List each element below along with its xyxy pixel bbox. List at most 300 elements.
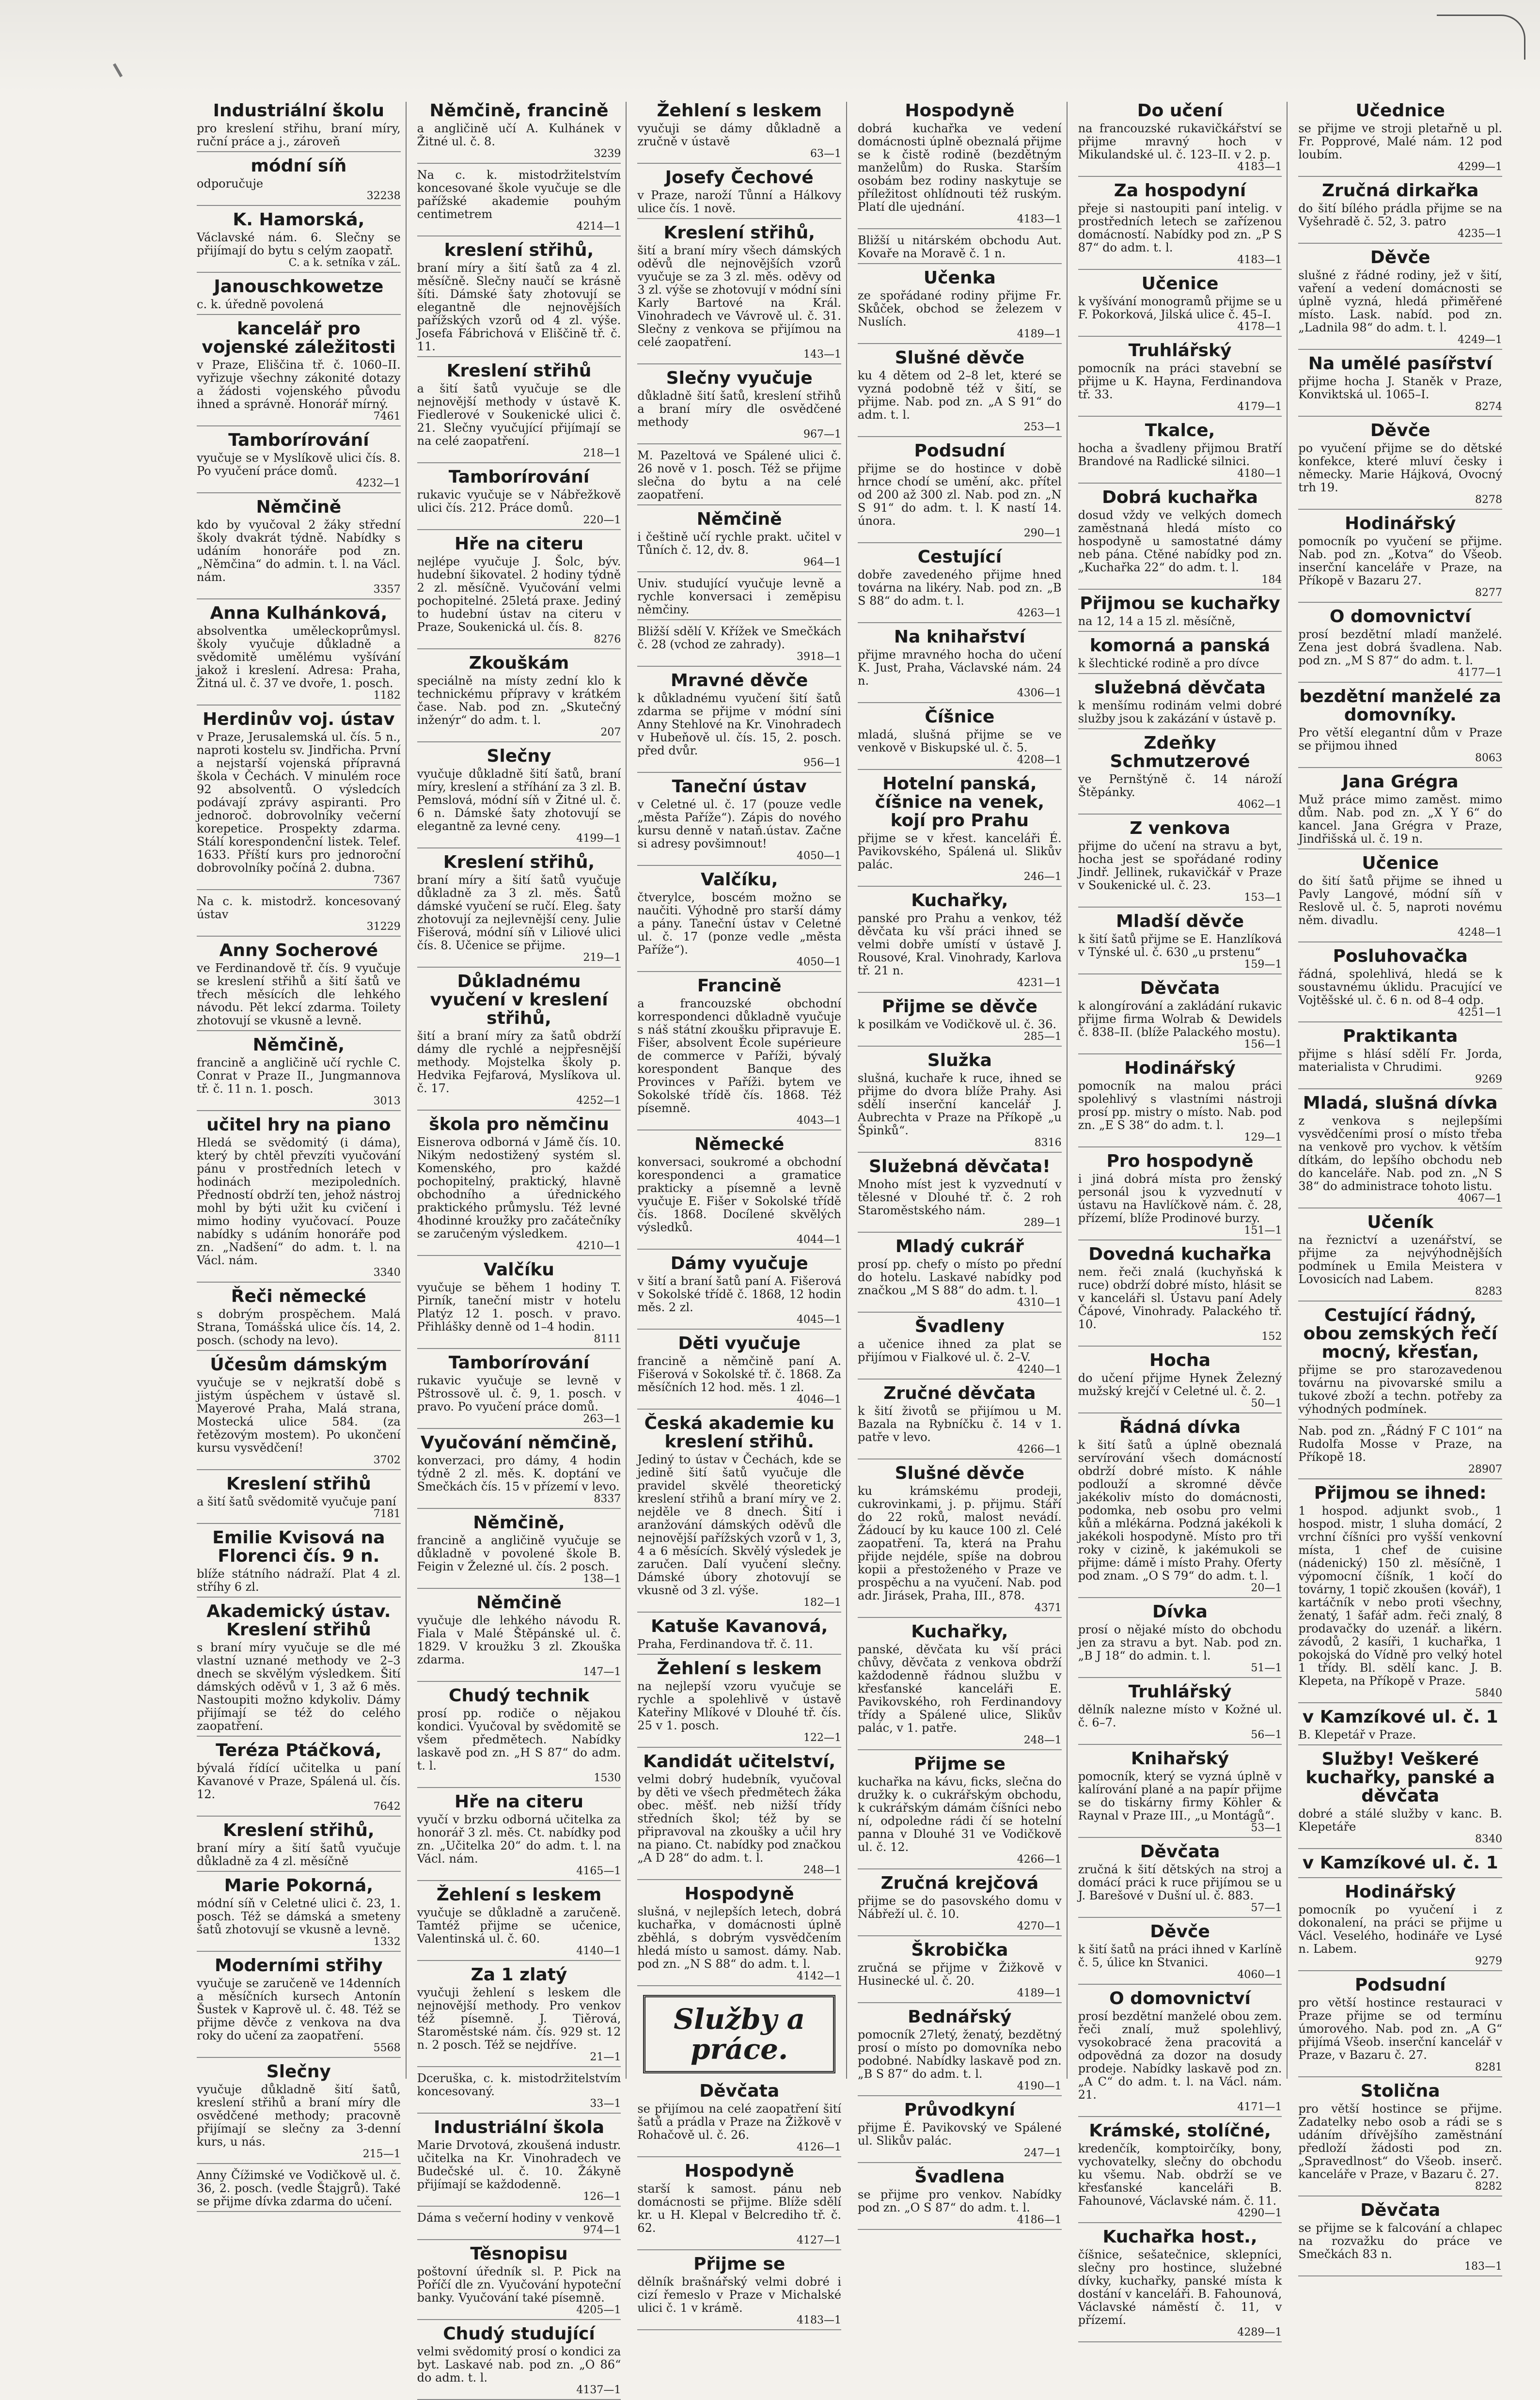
ad-title: Zručná dirkařka xyxy=(1322,181,1479,201)
classified-ad xyxy=(1078,1990,1282,2117)
ad-title: Děvčata xyxy=(699,2081,780,2101)
classified-ad xyxy=(858,1941,1062,2003)
classified-ad xyxy=(197,1116,401,1283)
ad-reference-number: C. a k. setníka v záL. xyxy=(288,257,401,269)
ad-reference-number: 21—1 xyxy=(590,2051,621,2063)
ad-body: Eisnerova odborná v Jámě čís. 10. Nikým nedostižený systém sl. Komenského, pro každé pochopitelný, praktický, hlavně obchodního a úřednického praktického průmyslu. Též levné 4hodinné kroužky pro začátečníky se zaručeným výsledkem. xyxy=(417,1135,621,1240)
classified-ad xyxy=(1298,1094,1502,1208)
ad-title: Učenice xyxy=(1141,274,1219,294)
classified-ad xyxy=(197,320,401,426)
column-3 xyxy=(634,101,847,2326)
ad-body: čtverylce, boscém možno se naučiti. Výhodně pro starší dámy a pány. Taneční ústav v Celetné ul. č. 17 (ponze vedle „města Paříže“). xyxy=(637,891,842,957)
ad-reference-number: 1332 xyxy=(373,1936,401,1948)
ad-title: Švadlena xyxy=(914,2167,1005,2187)
ad-title: Němčině xyxy=(696,509,782,529)
ad-body: Dáma s večerní hodiny v venkově xyxy=(417,2211,614,2225)
ad-body: Dceruška, c. k. mistodržitelstvím koncesovaný. xyxy=(417,2071,621,2098)
classified-ad xyxy=(858,628,1062,703)
ad-body: a francouzské obchodní korrespondenci důkladně vyučuje s náš státní zkoušku připravuje E. Fišer, absolvent École supérieure de commerce v Paříži, bývalý korespondent Banque des Provinces v Paříži. bytem ve Sokolské třídě čís. 1868. Též písemně. xyxy=(637,997,842,1115)
ad-title: Těsnopisu xyxy=(470,2244,568,2264)
ad-title: Kandidát učitelství, xyxy=(643,1752,836,1772)
classified-ad xyxy=(637,102,841,164)
ad-body: vyučuje se zaručeně ve 14denních a měsíčních kursech Antonín Šustek v Kaprově ul. č. 48. Též se přijme děvče z venkova na dva roky do učení za zaopatření. xyxy=(197,1976,401,2042)
ad-title: Účesům dámským xyxy=(210,1355,388,1375)
ad-body: a šití šatů svědomitě vyučuje paní xyxy=(197,1495,396,1508)
ad-title: Žehlení s leskem xyxy=(657,1659,822,1678)
ad-body: vyučuje důkladně šití šatů, braní míry, kreslení a stříhání za 3 zl. B. Pemslová, módní síň v Žitné ul. č. 6 n. Dámské šaty zhotovují se elegantně za levné ceny. xyxy=(417,767,621,833)
classified-ad xyxy=(417,2325,621,2400)
ad-title: K. Hamorská, xyxy=(233,210,365,230)
ad-body: číšnice, sešatečnice, sklepníci, slečny pro hostince, služebné dívky, kuchařky, panské místa k dostání v kanceláři. B. Fahounová, Václavské náměstí č. 11, v přízemí. xyxy=(1078,2248,1282,2327)
ad-title: Hodinářský xyxy=(1344,1882,1456,1902)
ad-title: Hodinářský xyxy=(1124,1058,1236,1078)
ad-reference-number: 4252—1 xyxy=(576,1095,621,1107)
ad-reference-number: 4190—1 xyxy=(1017,2080,1062,2092)
ad-body: nejlépe vyučuje J. Šolc, býv. hudební šikovatel. 2 hodiny týdně 2 zl. měsíčně. Vyučování velmi pochopitelné. 25letá praxe. Jediný to hudební ústav na citeru v Praze, Soukenická ul. čís. 8. xyxy=(417,555,621,634)
classified-ad xyxy=(417,362,621,463)
classified-ad xyxy=(417,853,621,968)
classified-ad xyxy=(1298,422,1502,510)
ad-body: šití a braní míry za šatů obdrží dámy dle rychlé a nejpřesnější methody. Mojstelka školy p. Hedvika Fejfarová, Myslíkova ul. č. 17. xyxy=(417,1029,621,1095)
classified-ad xyxy=(417,1115,621,1256)
ad-title: Tamborírování xyxy=(448,467,590,487)
ad-reference-number: 4177—1 xyxy=(1458,667,1503,679)
ad-body: k důkladnému vyučení šití šatů zdarma se přijme v módní síni Anny Stehlové na Kr. Vinohradech v Hubeňově ul. čís. 15, 2. posch. před dvůr. xyxy=(637,691,842,757)
ad-body: vyučuje se důkladně a zaručeně. Tamtéž přijme se učenice, Valentinská ul. č. 60. xyxy=(417,1906,621,1945)
ad-reference-number: 4137—1 xyxy=(576,2384,621,2396)
ad-title: v Kamzíkové ul. č. 1 xyxy=(1302,1853,1498,1873)
ad-title: Kreslení střihů, xyxy=(223,1820,375,1840)
ad-body: šití a braní míry všech dámských oděvů dle nejnovějších vzorů vyučuje se za 3 zl. měs. oděvy od 3 zl. výše se zhotovují v módní síni Karly Bartové na Král. Vinohradech ve Vávrově ul. č. 31. Slečny z venkova se přijímou na celé zaopatření. xyxy=(637,244,842,349)
ad-body: Bližší sdělí V. Křížek ve Smečkách č. 28 (vchod ze zahrady). xyxy=(637,625,842,651)
ad-reference-number: 4178—1 xyxy=(1237,321,1282,333)
ad-body: dobrá kuchařka ve vedení domácnosti úplně obeznalá přijme se k čistě rodině (bezdětným manželům) do Ruska. Starším osobám bez rodiny naskytuje se příležitost ohlídnouti též ruským. Platí dle ujednání. xyxy=(858,122,1062,214)
ad-reference-number: 4045—1 xyxy=(797,1314,842,1326)
classified-ad xyxy=(858,2008,1062,2096)
ad-body: v Celetné ul. č. 17 (pouze vedle „města Paříže“). Zápis do nového kursu denně v nataň.ústav. Začne si adresy povšimnout! xyxy=(637,798,842,850)
ad-title: Tamborírování xyxy=(448,1353,590,1373)
classified-ad xyxy=(197,1602,401,1737)
ad-reference-number: 184 xyxy=(1261,574,1282,586)
classified-ad xyxy=(197,1821,401,1872)
ad-title: Industriální škola xyxy=(433,2118,605,2137)
ad-title: Knihařský xyxy=(1131,1749,1229,1769)
ad-reference-number: 4183—1 xyxy=(1017,213,1062,225)
ad-title: Slušné děvče xyxy=(895,348,1024,368)
ad-reference-number: 4208—1 xyxy=(1017,754,1062,766)
classified-ad xyxy=(1298,608,1502,683)
ad-reference-number: 5568 xyxy=(373,2042,401,2054)
ad-body: k šití životů se přijímou u M. Bazala na Rybníčku č. 14 v 1. patře v levo. xyxy=(858,1404,1062,1444)
ad-body: mladá, slušná přijme se ve venkově v Biskupské ul. č. 5. xyxy=(858,728,1062,754)
classified-ad xyxy=(417,1434,621,1509)
ad-body: Hledá se svědomitý (i dáma), který by chtěl převzíti vyučování pánu v prostředních letech v hodinách mezipoledních. Předností obdrží ten, jehož nástroj mohl by býti užit ku cvičení i mimo hodiny vyučovací. Pouze nabídky s udáním honoráře pod zn. „Nadšení“ do adm. t. l. na Václ. nám. xyxy=(197,1136,401,1267)
classified-ad xyxy=(197,1877,401,1952)
ad-body: vyučuji se dámy důkladně a zručně v ústavě xyxy=(637,122,842,148)
classified-ad xyxy=(417,241,621,357)
ad-reference-number: 4183—1 xyxy=(797,2314,842,2326)
ad-reference-number: 159—1 xyxy=(1244,958,1282,971)
ad-body: se přijme pro venkov. Nabídky pod zn. „O S 87“ do adm. t. l. xyxy=(858,2188,1062,2214)
ad-title: Jana Grégra xyxy=(1342,772,1459,792)
ad-body: konverzaci, pro dámy, 4 hodin týdně 2 zl. měs. K. doptání ve Smečkách čís. 15 v přízemí v levo. xyxy=(417,1454,621,1493)
ad-reference-number: 56—1 xyxy=(1251,1729,1282,1741)
ad-body: Praha, Ferdinandova tř. č. 11. xyxy=(637,1637,813,1651)
classified-ad xyxy=(197,2063,401,2164)
ad-body: slušná, v nejlepších letech, dobrá kuchařka, v domácnosti úplně zběhlá, s dobrým vysvědčením hledá místo u samost. dámy. Nab. pod zn. „N S 88“ do adm. t. l. xyxy=(637,1905,842,1971)
classified-ad xyxy=(1078,1059,1282,1147)
classified-ad xyxy=(1078,488,1282,590)
ad-title: Na knihařství xyxy=(894,627,1025,647)
ad-reference-number: 4126—1 xyxy=(797,2141,842,2153)
ad-body: dobře zavedeného přijme hned továrna na likéry. Nab. pod zn. „B S 88“ do adm. t. l. xyxy=(858,568,1062,608)
ad-reference-number: 207 xyxy=(600,726,621,738)
ad-reference-number: 285—1 xyxy=(1023,1031,1062,1043)
ad-reference-number: 289—1 xyxy=(1023,1217,1062,1229)
ad-reference-number: 4062—1 xyxy=(1237,799,1282,811)
classified-ad xyxy=(858,2101,1062,2163)
classified-ad xyxy=(1298,1425,1502,1479)
ad-title: Děvčata xyxy=(1140,1842,1220,1862)
classified-ad xyxy=(858,1755,1062,1869)
ad-body: i jiná dobrá místa pro ženský personál jsou k vyzvednutí v ústavu na Havlíčkově nám. č. 28, přízemí, blíže Prodinové burzy. xyxy=(1078,1172,1282,1225)
ad-reference-number: 8276 xyxy=(594,633,621,645)
classified-ad xyxy=(1298,102,1502,177)
classified-ad xyxy=(417,2245,621,2320)
ad-title: Německé xyxy=(694,1134,785,1154)
ad-reference-number: 4183—1 xyxy=(1237,161,1282,173)
ad-body: konversaci, soukromé a obchodní korespondenci a gramatice prakticky a písemně a levně vyučuje E. Fišer v Sokolské třídě čís. 1868. Docílené skvělých výsledků. xyxy=(637,1155,842,1234)
ad-title: Za hospodyní xyxy=(1114,181,1246,201)
ad-body: Na c. k. mistodrž. koncesovaný ústav xyxy=(197,894,401,921)
ad-title: Žehlení s leskem xyxy=(657,101,822,121)
classified-ad xyxy=(1298,1027,1502,1089)
ad-title: Přijme se děvče xyxy=(881,997,1037,1017)
ad-title: Němčině, xyxy=(252,1035,345,1055)
ad-reference-number: 3340 xyxy=(373,1267,401,1279)
ad-title: Hospodyně xyxy=(905,101,1015,121)
ad-reference-number: 3013 xyxy=(373,1095,401,1107)
ad-reference-number: 4043—1 xyxy=(797,1114,842,1127)
ad-body: pomocník na malou práci spolehlivý s vlastními nástroji prosí pp. mistry o místo. Nab. pod zn. „E S 38“ do adm. t. l. xyxy=(1078,1079,1282,1132)
ad-body: prosí bezdětní manželé obou zem. řeči znalí, muž spolehlivý, vysokobracé žena pracovitá a odpovědná za dozor na dosudy prodeje. Nabídky laskavě pod zn. „A C“ do adm. t. l. na Václ. nám. 21. xyxy=(1078,2009,1282,2102)
ad-reference-number: 974—1 xyxy=(583,2224,621,2236)
column-4 xyxy=(855,101,1068,2226)
ad-reference-number: 967—1 xyxy=(803,428,842,440)
classified-ad xyxy=(417,1261,621,1349)
ad-reference-number: 4186—1 xyxy=(1017,2214,1062,2226)
ad-title: Krámské, stolíčné, xyxy=(1089,2121,1271,2141)
ad-body: do šití bílého prádla přijme se na Vyšehradě č. 52, 3. patro xyxy=(1298,202,1503,228)
ad-title: Dobrá kuchařka xyxy=(1102,487,1258,507)
classified-ad xyxy=(637,1255,841,1330)
ad-title: Kuchařka host., xyxy=(1102,2227,1257,2247)
ad-reference-number: 8282 xyxy=(1475,2180,1503,2193)
classified-ad xyxy=(1078,1683,1282,1745)
ad-reference-number: 147—1 xyxy=(583,1666,621,1678)
ad-body: rukavic vyučuje se v Nábřežkově ulici čís. 212. Práce domů. xyxy=(417,488,621,515)
ad-reference-number: 4060—1 xyxy=(1237,1969,1282,1981)
ad-body: ku 4 dětem od 2–8 let, které se vyzná podobně též v šití, se přijme. Nab. pod zn. „A S 91“ do adm. t. l. xyxy=(858,369,1062,422)
ad-body: starší k samost. pánu neb domácnosti se přijme. Blíže sdělí kr. u H. Klepal v Belcrediho tř. č. 62. xyxy=(637,2182,842,2235)
classified-ad xyxy=(637,672,841,773)
classified-ad xyxy=(858,708,1062,770)
ad-title: Valčíku, xyxy=(700,870,778,890)
ad-title: Učenka xyxy=(923,268,996,288)
ad-reference-number: 8337 xyxy=(594,1493,621,1505)
ad-reference-number: 152 xyxy=(1261,1331,1282,1343)
ad-body: na 12, 14 a 15 zl. měsíčně, xyxy=(1078,614,1236,628)
classified-ad xyxy=(637,577,841,620)
ad-title: Mladý cukrář xyxy=(895,1237,1024,1256)
ad-reference-number: 8111 xyxy=(594,1333,621,1345)
classified-ad xyxy=(1078,102,1282,177)
ad-title: Marie Pokorná, xyxy=(224,1876,373,1896)
ad-body: k posilkám ve Vodičkově ul. č. 36. xyxy=(858,1018,1056,1031)
classified-ad xyxy=(197,278,401,315)
ad-reference-number: 53—1 xyxy=(1251,1822,1282,1834)
classified-ad xyxy=(1298,2201,1502,2276)
ad-reference-number: 8063 xyxy=(1475,752,1503,764)
ad-reference-number: 153—1 xyxy=(1244,892,1282,904)
ad-reference-number: 220—1 xyxy=(583,514,621,526)
ad-title: Dovedná kuchařka xyxy=(1088,1244,1272,1264)
ad-body: vyučuje se v Myslíkově ulici čís. 8. Po vyučení práce domů. xyxy=(197,451,401,478)
ad-body: prosí pp. chefy o místo po přední do hotelu. Laskavé nabídky pod značkou „M S 88“ do adm. t. l. xyxy=(858,1257,1062,1297)
ad-body: francině a němčině paní A. Fišerová v Sokolské tř. č. 1868. Za měsíčních 12 hod. měs. 1 zl. xyxy=(637,1354,842,1394)
ad-title: Přijmou se ihned: xyxy=(1314,1483,1487,1503)
ad-reference-number: 4050—1 xyxy=(797,956,842,968)
ad-reference-number: 7642 xyxy=(373,1801,401,1813)
ad-reference-number: 7181 xyxy=(373,1508,401,1520)
ad-reference-number: 8281 xyxy=(1475,2061,1503,2073)
classified-ad xyxy=(1078,1245,1282,1347)
section-heading: Služby a práce. xyxy=(643,1995,835,2073)
ad-body: k šlechtické rodině a pro dívce xyxy=(1078,657,1259,670)
ad-body: přijme se pro starozavedenou továrnu na pivovarské smilu a tukové zboží a techn. potřeby za výhodných podmínek. xyxy=(1298,1363,1503,1416)
ad-title: Kreslení střihů xyxy=(226,1474,371,1494)
ad-body: dělník nalezne místo v Kožné ul. č. 6–7. xyxy=(1078,1703,1282,1729)
ad-title: Francině xyxy=(697,976,782,996)
classified-ad xyxy=(1298,1484,1502,1703)
ad-body: k vyšívání monogramů přijme se u F. Pokorková, Jilská ulice č. 45–I. xyxy=(1078,295,1282,321)
ad-title: Truhlářský xyxy=(1128,341,1232,361)
ad-title: Z venkova xyxy=(1130,818,1230,838)
ad-body: se přijímou na celé zaopatření šití šatů a prádla v Praze na Žižkově v Rohačově ul. č. 26. xyxy=(637,2102,842,2142)
ad-reference-number: 956—1 xyxy=(803,757,842,769)
ad-reference-number: 4180—1 xyxy=(1237,468,1282,480)
ad-body: pro větší hostince restauraci v Praze přijme se od termínu úmorového. Nab. pod zn. „A G“ přijímá Všeob. inserční kancelář v Praze, v Bazaru č. 27. xyxy=(1298,1996,1503,2062)
ad-reference-number: 4251—1 xyxy=(1458,1006,1503,1019)
ad-reference-number: 28907 xyxy=(1468,1463,1503,1475)
ad-body: řádná, spolehlivá, hledá se k soustavnému úklidu. Pracující ve Vojtěšské ul. č. 6 n. od 8–4 odp. xyxy=(1298,967,1503,1007)
ad-body: zručná se přijme v Žižkově v Husinecké ul. č. 20. xyxy=(858,1961,1062,1988)
ad-title: Průvodkyní xyxy=(904,2100,1015,2120)
ad-reference-number: 126—1 xyxy=(583,2191,621,2203)
ad-body: a angličině učí A. Kulhánek v Žitné ul. č. 8. xyxy=(417,122,621,148)
ad-reference-number: 8283 xyxy=(1475,1286,1503,1298)
classified-ad xyxy=(637,224,841,364)
ad-body: Anny Čížimské ve Vodičkově ul. č. 36, 2. posch. (vedle Štajgrů). Také se přijme dívka zdarma do učení. xyxy=(197,2168,401,2208)
ad-body: prosí bezdětní mladí manželé. Zena jest dobrá švadlena. Nab. pod zn. „M S 87“ do adm. t. l. xyxy=(1298,627,1503,667)
ad-title: Janouschkowetze xyxy=(214,277,384,297)
ad-reference-number: 4210—1 xyxy=(576,1240,621,1252)
ad-title: Do učení xyxy=(1137,101,1223,121)
ad-title: Hře na citeru xyxy=(455,1792,583,1812)
ad-title: Děti vyučuje xyxy=(678,1333,801,1353)
classified-ad xyxy=(1298,2082,1502,2196)
ad-body: Mnoho míst jest k vyzvednutí v tělesné v Dlouhé tř. č. 2 roh Staroměstského nám. xyxy=(858,1177,1062,1217)
ad-title: O domovnictví xyxy=(1109,1989,1251,2008)
column-6 xyxy=(1295,101,1507,2273)
ad-body: ve Ferdinandově tř. čís. 9 vyučuje se kreslení střihů a šití šatů ve třech měsících dle lehkého návodu. Pět lekcí zdarma. Toilety zhotovují se vkusně a levně. xyxy=(197,961,401,1027)
ad-title: bezdětní manželé za domovníky. xyxy=(1299,687,1501,725)
ad-body: pomocník po vyučení i z dokonalení, na práci se přijme u Václ. Veselého, hodináře ve Lysé n. Labem. xyxy=(1298,1903,1503,1956)
classified-ad xyxy=(197,431,401,493)
ad-reference-number: 4179—1 xyxy=(1237,401,1282,413)
ad-body: Muž práce mimo zaměst. mimo dům. Nab. pod zn. „X Y 6“ do kancel. Jana Grégra v Praze, Jindřišská ul. č. 19 n. xyxy=(1298,793,1503,846)
classified-ad xyxy=(197,1741,401,1817)
classified-ad xyxy=(1078,819,1282,908)
ad-body: přijme se v křest. kanceláři É. Pavikovského, Spálená ul. Slikův palác. xyxy=(858,831,1062,871)
ad-title: Stolična xyxy=(1360,2081,1440,2101)
ad-title: Na umělé pasířství xyxy=(1308,354,1493,374)
ad-body: 1 hospod. adjunkt svob., 1 hospod. mistr, 1 sluha domácí, 2 vrchní číšníci pro vyšší venkovní místa, 1 chef de cuisine (nádenický) 150 zl. měsíčně, 1 výpomocní číšník, 1 kočí do továrny, 1 topič zkoušen (kovář), 1 kartáčník v nebo proti všechny, ženatý, 1 šafář adm. řeči znalý, 8 prodavačky do uzenář. a likérn. závodů, 2 kasíři, 1 kuchařka, 1 pokojská do Vídně pro velký hotel 1 třídy. Bl. sdělí kanc. J. B. Klepeta, na Příkopě v Praze. xyxy=(1298,1504,1503,1688)
ad-body: se přijme ve stroji pletařně u pl. Fr. Popprové, Malé nám. 12 pod loubím. xyxy=(1298,122,1503,161)
ad-body: pomocník po vyučení se přijme. Nab. pod zn. „Kotva“ do Všeob. inserční kanceláře v Praze, na Příkopě v Bazaru 27. xyxy=(1298,534,1503,587)
ad-body: blíže státního nádraží. Plat 4 zl. stříhy 6 zl. xyxy=(197,1567,401,1594)
classified-ad xyxy=(858,1051,1062,1153)
ad-title: Bednářský xyxy=(908,2007,1012,2027)
ad-reference-number: 4067—1 xyxy=(1458,1192,1503,1205)
classified-ad xyxy=(1298,947,1502,1022)
ad-title: Truhlářský xyxy=(1128,1682,1232,1702)
ad-reference-number: 5840 xyxy=(1475,1687,1503,1699)
ad-title: Hocha xyxy=(1149,1350,1211,1370)
classified-ad xyxy=(197,1356,401,1470)
ad-title: Švadleny xyxy=(914,1317,1005,1336)
ad-title: Emilie Kvisová na Florenci čís. 9 n. xyxy=(212,1528,385,1566)
classified-ad xyxy=(1078,1843,1282,1918)
classified-ad xyxy=(1298,249,1502,350)
classified-ad xyxy=(417,2118,621,2207)
ad-body: panské pro Prahu a venkov, též děvčata ku vší práci ihned se velmi dobře umístí v ústavě J. Rousové, Kral. Vinohrady, Karlova tř. 21 n. xyxy=(858,911,1062,977)
ad-body: módní síň v Celetné ulici č. 23, 1. posch. Též se dámská a smeteny šatů zhotovují se vkusně a levně. xyxy=(197,1897,401,1936)
ad-body: přijme do učení na stravu a byt, hocha jest se spořádané rodiny Jindř. Jellinek, rukavičkář v Praze v Soukenické ul. č. 23. xyxy=(1078,839,1282,892)
ad-body: hocha a švadleny přijmou Bratří Brandové na Radlické silnici. xyxy=(1078,441,1282,468)
classified-ad xyxy=(1298,515,1502,603)
classified-ad xyxy=(858,269,1062,344)
classified-ad xyxy=(1078,1923,1282,1985)
ad-title: Učenice xyxy=(1362,853,1439,873)
ad-body: přijme mravného hocha do učení K. Just, Praha, Václavské nám. 24 n. xyxy=(858,648,1062,688)
ad-reference-number: 218—1 xyxy=(583,447,621,459)
ad-reference-number: 4165—1 xyxy=(576,1865,621,1877)
ad-body: Pro větší elegantní dům v Praze se přijmou ihned xyxy=(1298,726,1503,753)
classified-ad xyxy=(417,1514,621,1589)
ad-title: Katuše Kavanová, xyxy=(651,1616,828,1636)
ad-body: kuchařka na kávu, ficks, slečna do družky k. o cukrářským obchodu, k cukrářským dámám číšníci nebo ní, odpoledne rádi čí se hotelní panna v Dlouhé 31 ve Vodičkově ul. č. 12. xyxy=(858,1775,1062,1854)
ad-body: prosí o nějaké místo do obchodu jen za stravu a byt. Nab. pod zn. „B J 18“ do admin. t. l. xyxy=(1078,1623,1282,1663)
classified-ad xyxy=(1078,734,1282,815)
ad-body: pomocník, který se vyzná úplně v kalírování plané a na papír přijme se do tiskárny firmy Köhler & Raynal v Praze III., „u Montágů“. xyxy=(1078,1770,1282,1822)
ad-body: a šití šatů vyučuje se dle nejnovější methody v ústavě K. Fiedlerové v Soukenické ulici č. 21. Slečny vyučující přijímají se na celé zaopatření. xyxy=(417,382,621,448)
ad-title: Kreslení střihů, xyxy=(663,223,815,243)
ad-title: Učednice xyxy=(1355,101,1445,121)
ad-title: Děvče xyxy=(1370,248,1430,267)
ad-title: Slečny vyučuje xyxy=(666,368,813,388)
ad-body: k šití šatů přijme se E. Hanzlíková v Týnské ul. č. 630 „u prstenu“ xyxy=(1078,932,1282,959)
ad-body: na řeznictví a uzenářství, se přijme za nejvýhodnějších podmínek u Emila Meistera v Lovosicích nad Labem. xyxy=(1298,1233,1503,1286)
classified-ad xyxy=(858,442,1062,543)
classified-ad xyxy=(858,2168,1062,2230)
ad-title: Němčině, francině xyxy=(429,101,609,121)
ad-reference-number: 183—1 xyxy=(1464,2260,1503,2273)
ad-body: přeje si nastoupiti paní intelig. v prostředních letech se zařízenou domácností. Nabídky pod zn. „P S 87“ do adm. t. l. xyxy=(1078,202,1282,254)
ad-body: nem. řeči znalá (kuchyňská k ruce) obdrží dobré místo, hlásit se v kanceláři sl. Ústavu paní Adely Čápové, Vinohrady. Palackého tř. 10. xyxy=(1078,1265,1282,1331)
ad-body: Bližší u nitárském obchodu Aut. Kovaře na Moravě č. 1 n. xyxy=(858,234,1062,260)
ad-body: do učení přijme Hynek Železný mužský krejčí v Celetné ul. č. 2. xyxy=(1078,1371,1282,1398)
ad-title: Slušné děvče xyxy=(895,1463,1024,1483)
ad-body: k alongírování a zakládání rukavic přijme firma Wolrab & Dewidels č. 838–II. (blíže Palackého mostu). xyxy=(1078,999,1282,1039)
classified-ad xyxy=(637,369,841,444)
classified-ad xyxy=(1078,637,1282,674)
classified-ad xyxy=(858,892,1062,993)
ad-title: Řádná dívka xyxy=(1119,1417,1241,1437)
ad-body: se přijme se k falcování a chlapec na rozvažku do práce ve Smečkách 83 n. xyxy=(1298,2221,1503,2261)
ad-reference-number: 3918—1 xyxy=(797,651,842,663)
ad-title: Děvčata xyxy=(1140,978,1220,998)
ad-title: Němčině xyxy=(256,497,342,517)
ad-title: Zdeňky Schmutzerové xyxy=(1110,733,1250,771)
ad-reference-number: 33—1 xyxy=(590,2098,621,2110)
ad-reference-number: 1182 xyxy=(373,690,401,702)
ad-reference-number: 4231—1 xyxy=(1017,977,1062,989)
ad-body: s dobrým prospěchem. Malá Strana, Tomášská ulice čís. 14, 2. posch. (schody na levo). xyxy=(197,1307,401,1347)
ad-title: Slečny xyxy=(266,2062,331,2082)
ad-title: služebná děvčata xyxy=(1094,678,1266,698)
classified-ad xyxy=(417,1354,621,1429)
ad-reference-number: 248—1 xyxy=(1023,1734,1062,1746)
ad-body: Václavské nám. 6. Slečny se přijímají do bytu s celým zaopatř. xyxy=(197,231,401,257)
ad-title: Chudý technik xyxy=(449,1686,589,1706)
page-top-margin xyxy=(0,0,1540,92)
classified-ad xyxy=(637,778,841,866)
classified-ad xyxy=(417,535,621,649)
ad-body: kdo by vyučoval 2 žáky střední školy dvakrát týdně. Nabídky s udáním honoráře pod zn. „Němčina“ do admin. t. l. na Václ. nám. xyxy=(197,518,401,584)
ad-reference-number: 4270—1 xyxy=(1017,1920,1062,1932)
classified-ad xyxy=(858,1158,1062,1233)
ad-reference-number: 4189—1 xyxy=(1017,328,1062,340)
ad-reference-number: 4171—1 xyxy=(1237,2101,1282,2113)
classified-ad xyxy=(417,169,621,236)
ad-body: braní míry a šití šatů vyučuje důkladně za 4 zl. měsíčně xyxy=(197,1841,401,1868)
ad-reference-number: 1530 xyxy=(594,1772,621,1784)
ad-title: Tkalce, xyxy=(1145,421,1215,440)
ad-reference-number: 50—1 xyxy=(1251,1397,1282,1410)
classified-ad xyxy=(197,102,401,152)
ad-reference-number: 51—1 xyxy=(1251,1662,1282,1674)
ad-body: přijme se do pasovského domu v Nábřeží ul. č. 10. xyxy=(858,1894,1062,1921)
ad-body: odporučuje xyxy=(197,177,264,190)
classified-ad xyxy=(637,1414,841,1613)
ad-body: B. Klepetář v Praze. xyxy=(1298,1728,1416,1741)
classified-ad xyxy=(1078,422,1282,484)
ad-title: Podsudní xyxy=(914,441,1006,461)
classified-ad xyxy=(417,102,621,164)
classified-ad xyxy=(417,973,621,1111)
ad-title: kreslení střihů, xyxy=(444,240,594,260)
